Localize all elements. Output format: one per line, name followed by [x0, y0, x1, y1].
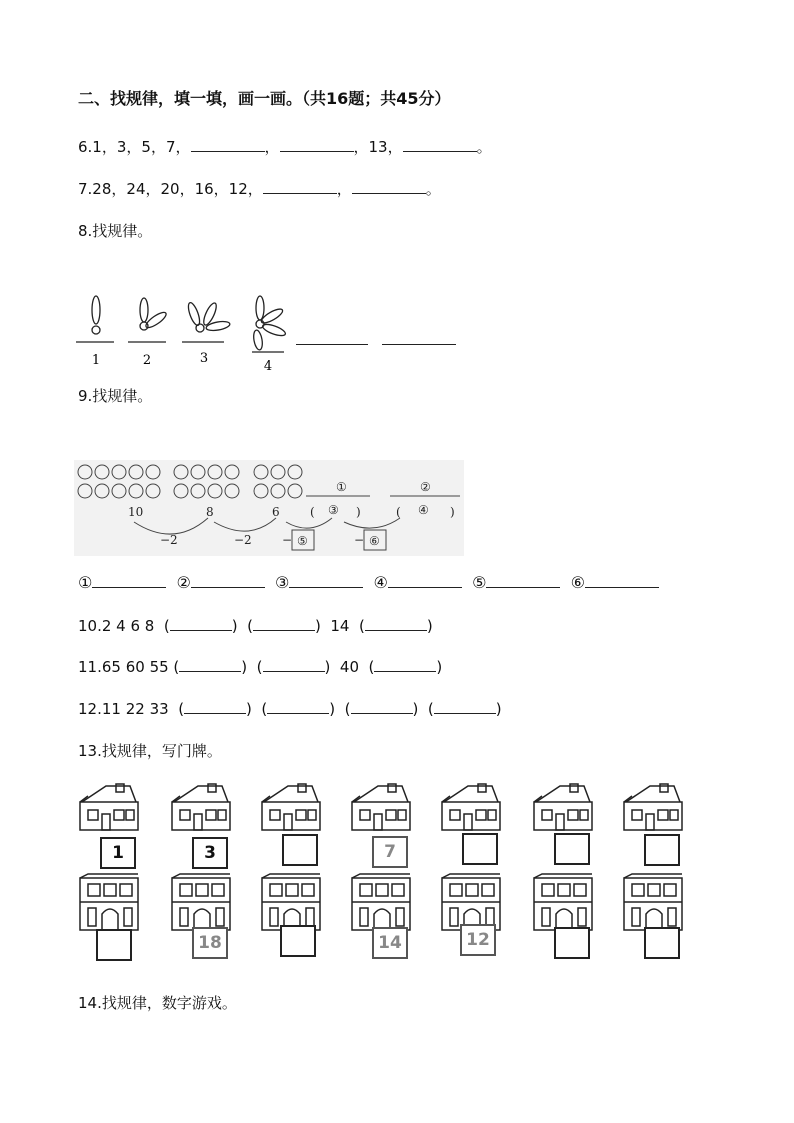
q9-step-3: −: [282, 533, 293, 547]
q9-answer-label-5: ⑤: [472, 573, 487, 592]
q9-answer-blank-3[interactable]: [289, 573, 363, 588]
flower-1: [76, 296, 114, 342]
house-small-7: [624, 784, 682, 830]
q9-mark-2: ②: [420, 480, 431, 494]
q12-blank-4[interactable]: [434, 699, 496, 714]
q11-blank-2[interactable]: [263, 657, 325, 672]
q9-answer-row: [78, 573, 659, 592]
svg-text:(: (: [396, 505, 401, 519]
q6-prefix: 6.1，3，5，7，: [78, 138, 191, 156]
house-small-1: [80, 784, 138, 830]
svg-text:): ): [356, 505, 361, 519]
q12-blank-3[interactable]: [351, 699, 413, 714]
bottom-doorplate-4: 14: [372, 927, 408, 959]
q6-blank-3[interactable]: [403, 137, 477, 152]
q7-separator: ，: [336, 180, 352, 198]
flower-label-4: 4: [263, 359, 273, 374]
top-doorplate-2: 3: [192, 837, 228, 869]
q9-title: 9.找规律。: [78, 387, 153, 405]
q10-value-14: 14: [330, 617, 350, 635]
q9-mark-5: ⑤: [297, 534, 308, 548]
house-tall-4: [352, 874, 410, 930]
bottom-doorplate-7[interactable]: [644, 927, 680, 959]
bottom-doorplate-2: 18: [192, 927, 228, 959]
q12-blank-1[interactable]: [184, 699, 246, 714]
top-doorplate-4: 7: [372, 836, 408, 868]
q6-end: 。: [476, 138, 492, 156]
q12-sequence: 12.11 22 33: [78, 700, 169, 718]
q9-mark-3: ③: [328, 503, 339, 517]
q11-value-40: 40: [339, 658, 360, 676]
q9-mark-6: ⑥: [369, 534, 380, 548]
flower-label-1: 1: [91, 353, 101, 368]
flower-pattern-figure: [72, 292, 312, 376]
bottom-doorplate-5: 12: [460, 924, 496, 956]
house-tall-6: [534, 874, 592, 930]
flower-label-2: 2: [142, 353, 152, 368]
q9-answer-label-2: ②: [176, 573, 191, 592]
q9-number-6: 6: [272, 505, 280, 519]
q9-number-8: 8: [206, 505, 214, 519]
flower-4: [252, 296, 287, 352]
section-title: 二、找规律，填一填，画一画。（共16题；共45分）: [78, 89, 451, 108]
q9-mark-1: ①: [336, 480, 347, 494]
q10-sequence: 10.2 4 6 8: [78, 617, 155, 635]
q7-blank-2[interactable]: [352, 179, 426, 194]
house-small-2: [172, 784, 230, 830]
q14-title: 14.找规律，数字游戏。: [78, 994, 237, 1012]
subtraction-pattern-figure: [74, 460, 464, 556]
house-tall-5: [442, 874, 500, 930]
q10-blank-2[interactable]: [253, 616, 315, 631]
flower-2: [128, 298, 168, 342]
q9-answer-blank-5[interactable]: [486, 573, 560, 588]
flower-3: [182, 301, 231, 342]
svg-text:(: (: [310, 505, 315, 519]
q7-prefix: 7.28，24，20，16，12，: [78, 180, 263, 198]
bottom-doorplate-6[interactable]: [554, 927, 590, 959]
q6-blank-1[interactable]: [191, 137, 265, 152]
house-tall-7: [624, 874, 682, 930]
q9-answer-blank-2[interactable]: [191, 573, 265, 588]
house-tall-1: [80, 874, 138, 930]
top-doorplate-5[interactable]: [462, 833, 498, 865]
question-7: [78, 178, 441, 199]
question-11: 11.65 60 55 ( ) ( ) 40 ( ): [78, 658, 443, 676]
q10-blank-3[interactable]: [365, 616, 427, 631]
q9-step-4: −: [354, 533, 365, 547]
q8-blank-1[interactable]: [296, 330, 368, 345]
q6-blank-2[interactable]: [280, 137, 354, 152]
q6-separator-13: ，13，: [353, 138, 403, 156]
top-doorplate-3[interactable]: [282, 834, 318, 866]
q7-end: 。: [425, 180, 441, 198]
top-doorplate-7[interactable]: [644, 834, 680, 866]
q9-answer-blank-6[interactable]: [585, 573, 659, 588]
q8-blank-2[interactable]: [382, 330, 456, 345]
q9-answer-blank-4[interactable]: [388, 573, 462, 588]
q9-answer-label-4: ④: [373, 573, 388, 592]
q9-answer-label-6: ⑥: [570, 573, 585, 592]
svg-text:): ): [450, 505, 455, 519]
top-doorplate-6[interactable]: [554, 833, 590, 865]
bottom-doorplate-3[interactable]: [280, 925, 316, 957]
house-tall-2: [172, 874, 230, 930]
house-small-4: [352, 784, 410, 830]
q10-blank-1[interactable]: [170, 616, 232, 631]
house-small-3: [262, 784, 320, 830]
q6-separator: ，: [264, 138, 280, 156]
top-doorplate-1: 1: [100, 837, 136, 869]
q9-mark-4: ④: [418, 503, 429, 517]
q7-blank-1[interactable]: [263, 179, 337, 194]
house-small-6: [534, 784, 592, 830]
q9-step-1: −2: [160, 533, 178, 547]
question-10: 10.2 4 6 8 ( ) ( ) 14 ( ): [78, 617, 433, 635]
q9-step-2: −2: [234, 533, 252, 547]
q12-blank-2[interactable]: [267, 699, 329, 714]
q13-title: 13.找规律，写门牌。: [78, 742, 222, 760]
flower-label-3: 3: [199, 351, 209, 366]
house-tall-3: [262, 874, 320, 930]
question-12: 12.11 22 33 ( ) ( ) ( ) ( ): [78, 700, 502, 718]
q11-blank-3[interactable]: [374, 657, 436, 672]
q8-title: 8.找规律。: [78, 222, 153, 240]
q9-number-10: 10: [128, 505, 144, 519]
house-small-5: [442, 784, 500, 830]
q9-answer-label-1: ①: [78, 573, 93, 592]
bottom-doorplate-1[interactable]: [96, 929, 132, 961]
q11-sequence: 11.65 60 55: [78, 658, 169, 676]
q9-answer-blank-1[interactable]: [92, 573, 166, 588]
q11-blank-1[interactable]: [179, 657, 241, 672]
q9-answer-label-3: ③: [275, 573, 290, 592]
question-6: [78, 136, 492, 157]
